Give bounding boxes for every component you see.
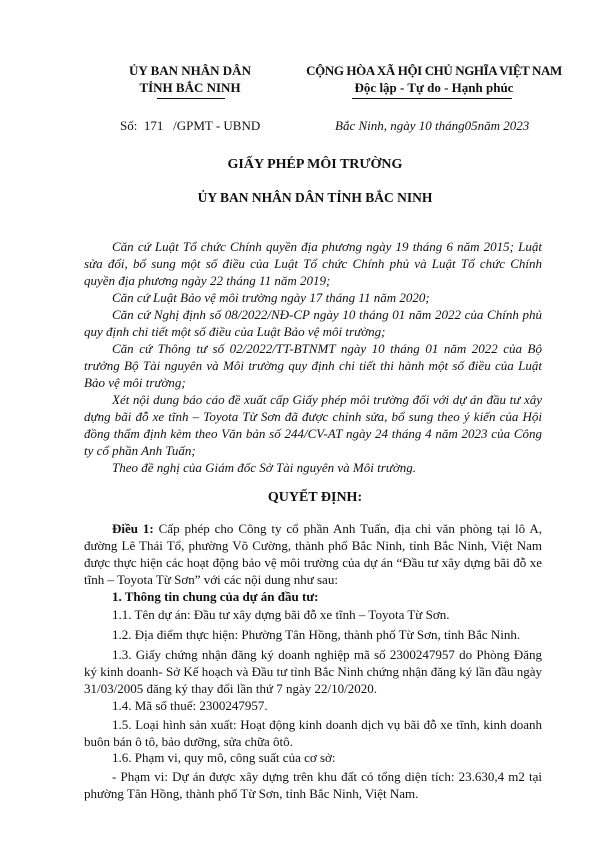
article-1-label: Điều 1: [112,521,154,536]
item-1-4: 1.4. Mã số thuế: 2300247957. [112,698,268,713]
national-motto: Độc lập - Tự do - Hạnh phúc [354,80,514,95]
item-1-2: 1.2. Địa điểm thực hiện: Phường Tân Hồng, thành phố Từ Sơn, tỉnh Bắc Ninh. [112,627,521,642]
legal-basis-3: Căn cứ Nghị định số 08/2022/NĐ-CP ngày 10 tháng 01 năm 2022 của Chính phủ quy định chi tiết một số điều của Luật Bảo vệ môi trường; [84,307,542,339]
item-1-3: 1.3. Giấy chứng nhận đăng ký doanh nghiệp mã số 2300247957 do Phòng Đăng ký kinh doanh- Sở Kế hoạch và Đầu tư tỉnh Bắc Ninh chứng nhận đăng ký lần đầu ngày 31/03/2005 đăng ký thay đổi lần thứ 7 ngày 22/10/2020. [84,647,542,696]
legal-basis-4: Căn cứ Thông tư số 02/2022/TT-BTNMT ngày 10 tháng 01 năm 2022 của Bộ trưởng Bộ Tài nguyên và Môi trường quy định chi tiết thi hành một số điều của Luật Bảo vệ môi trường; [84,341,542,390]
header-right-underline [352,98,512,99]
national-title: CỘNG HÒA XÃ HỘI CHỦ NGHĨA VIỆT NAM [306,63,562,78]
legal-basis-2: Căn cứ Luật Bảo vệ môi trường ngày 17 tháng 11 năm 2020; [112,290,430,305]
agency-name-line1: ỦY BAN NHÂN DÂN [129,63,251,78]
legal-basis-6: Theo đề nghị của Giám đốc Sở Tài nguyên và Môi trường. [112,460,417,475]
document-title: GIẤY PHÉP MÔI TRƯỜNG [227,157,403,172]
item-1-6: 1.6. Phạm vi, quy mô, công suất của cơ sở: [112,750,336,765]
item-1-6-scope: - Phạm vi: Dự án được xây dựng trên khu đất có tổng diện tích: 23.630,4 m2 tại phường Tân Hồng, thành phố Từ Sơn, tỉnh Bắc Ninh, Việt Nam. [84,769,542,801]
item-1-1: 1.1. Tên dự án: Đầu tư xây dựng bãi đỗ xe tĩnh – Toyota Từ Sơn. [112,607,450,622]
section-1-heading: 1. Thông tin chung của dự án đầu tư: [112,589,319,604]
article-1 [84,520,542,588]
decision-heading: QUYẾT ĐỊNH: [267,490,363,505]
legal-basis-5: Xét nội dung báo cáo đề xuất cấp Giấy phép môi trường đối với dự án đầu tư xây dựng bãi đỗ xe tĩnh – Toyota Từ Sơn đã được chỉnh sửa, bổ sung theo ý kiến của Hội đồng thẩm định kèm theo Văn bản số 244/CV-AT ngày 24 tháng 4 năm 2023 của Công ty cổ phần Anh Tuấn; [84,392,542,458]
article-1-text: Cấp phép cho Công ty cổ phần Anh Tuấn, địa chỉ văn phòng tại lô A, đường Lê Thái Tổ, phường Võ Cường, thành phố Bắc Ninh, tỉnh Bắc Ninh, Việt Nam được thực hiện các hoạt động bảo vệ môi trường của dự án “Đầu tư xây dựng bãi đỗ xe tĩnh – Toyota Từ Sơn” với các nội dung như sau: [84,521,542,587]
legal-basis-1: Căn cứ Luật Tổ chức Chính quyền địa phương ngày 19 tháng 6 năm 2015; Luật sửa đổi, bổ sung một số điều của Luật Tổ chức Chính phủ và Luật Tổ chức Chính quyền địa phương ngày 22 tháng 11 năm 2019; [84,239,542,288]
issuer-name: ỦY BAN NHÂN DÂN TỈNH BẮC NINH [197,190,433,205]
place-date: Bắc Ninh, ngày 10 tháng05năm 2023 [335,118,530,133]
header-left-underline [157,98,225,99]
document-number: Số: 171 /GPMT - UBND [120,118,261,133]
agency-name-line2: TỈNH BẮC NINH [139,80,241,95]
item-1-5: 1.5. Loại hình sản xuất: Hoạt động kinh doanh dịch vụ bãi đỗ xe tĩnh, kinh doanh buôn bán ô tô, bảo dưỡng, sửa chữa ôtô. [84,717,542,749]
